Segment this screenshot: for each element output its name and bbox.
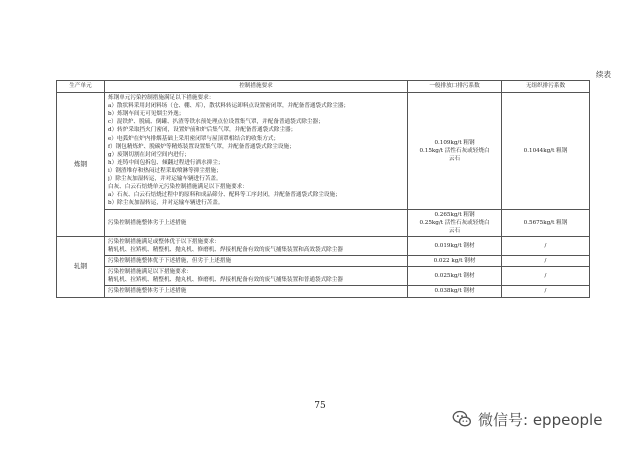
requirements-cell [105,236,408,255]
watermark-text: 微信号: eppeople [478,410,603,429]
requirements-cell [105,267,408,286]
req-line: b）除尘灰加湿转运，并对运输车辆进行苫盖。 [108,200,224,207]
unorganized-coef-cell: 0.1044kg/t 粗钢 [502,93,590,210]
requirements-cell: 污染控制措施整体劣于上述措施 [105,286,408,297]
requirements-cell: 污染控制措施整体优于下述措施，但劣于上述措施 [105,256,408,267]
coef-line: 0.15kg/t 活性石灰或轻烧白 [419,147,490,154]
wechat-logo-icon [452,409,472,429]
req-line: j）除尘灰加湿转运，并对运输车辆进行苫盖。 [108,176,222,183]
req-line: d）转炉采取挡火门密闭，设置炉前和炉后集气罩，并配备普通袋式除尘器； [108,127,297,134]
table-row [57,236,590,255]
emission-coefficient-table [56,80,590,298]
req-line: 精轧机、拉矫机、精整机、抛丸机、修磨机、焊接机配备有效的废气捕集装置和普通袋式除尘器 [108,277,343,284]
header-requirements: 控制措施要求 [105,81,408,93]
req-line: f）钢包精炼炉、脱碳炉等精炼装置设置集气罩，并配备普通袋式除尘设施； [108,143,295,150]
organized-coef-cell: 0.038kg/t 钢材 [408,286,502,297]
table-row [57,93,590,210]
organized-coef-cell [408,209,502,236]
coef-line: 云石 [448,227,461,234]
header-unit: 生产单元 [57,81,105,93]
requirements-cell: 污染控制措施整体劣于上述措施 [105,209,408,236]
organized-coef-cell [408,93,502,210]
header-organized: 一般排放口排污系数 [408,81,502,93]
table-row [57,267,590,286]
unorganized-coef-cell: / [502,267,590,286]
req-line: c）混铁炉、脱硫、倒罐、扒渣等铁水预处理点位设置集气罩，并配备普通袋式除尘器； [108,119,324,126]
table-row [57,209,590,236]
req-line: a）散状料采用封闭料场（仓、棚、库），散状料转运卸料点设置密闭罩，并配备普通袋式除尘器； [108,103,350,110]
req-line: 精轧机、拉矫机、精整机、抛丸机、修磨机、焊接机配备有效的废气捕集装置和高效袋式除尘器 [108,246,343,253]
unorganized-coef-cell: 0.5675kg/t 粗钢 [502,209,590,236]
unit-cell-smelting: 炼钢 [57,93,105,237]
req-line: 白灰、白云石焙烧单元污染控制措施满足以下措施要求： [108,184,248,191]
header-unorganized: 无组织排污系数 [502,81,590,93]
req-line: 污染控制措施满足以下措施要求： [108,269,192,276]
table-row [57,286,590,297]
req-line: i）钢渣堆存和热闷过程采取喷淋等抑尘措施； [108,167,222,174]
req-line: e）电弧炉在炉内排烟基础上采用密闭罩与屋顶罩相结合的收集方式； [108,135,280,142]
unorganized-coef-cell: / [502,256,590,267]
req-line: 炼钢单元污染控制措施满足以下措施要求： [108,95,215,101]
coef-line: 0.265kg/t 粗钢 [434,211,475,218]
unorganized-coef-cell: / [502,286,590,297]
coef-line: 0.25kg/t 活性石灰或轻烧白 [419,219,490,226]
page-number: 75 [314,401,326,411]
req-line: 污染控制措施满足或整体优于以下措施要求： [108,238,220,245]
coef-line: 0.109kg/t 粗钢 [434,139,475,146]
req-line: h）连铸中间包拆包、倾翻过程进行洒水抑尘； [108,159,224,166]
coef-line: 云石 [448,155,461,162]
req-line: g）废钢切割在封闭空间内进行； [108,151,190,158]
req-line: b）炼钢车间无可见烟尘外逸； [108,111,185,118]
continued-label: 续表 [596,70,611,79]
unit-cell-rolling: 轧钢 [57,236,105,297]
table-header-row [57,81,590,93]
table-row [57,256,590,267]
organized-coef-cell: 0.025kg/t 钢材 [408,267,502,286]
watermark [452,406,632,432]
unorganized-coef-cell: / [502,236,590,255]
organized-coef-cell: 0.019kg/t 钢材 [408,236,502,255]
requirements-cell [105,93,408,210]
organized-coef-cell: 0.022 kg/t 钢材 [408,256,502,267]
req-line: a）石灰、白云石焙烧过程中的原料和成品筛分、配料等工序封闭，并配备普通袋式除尘设施； [108,192,341,199]
